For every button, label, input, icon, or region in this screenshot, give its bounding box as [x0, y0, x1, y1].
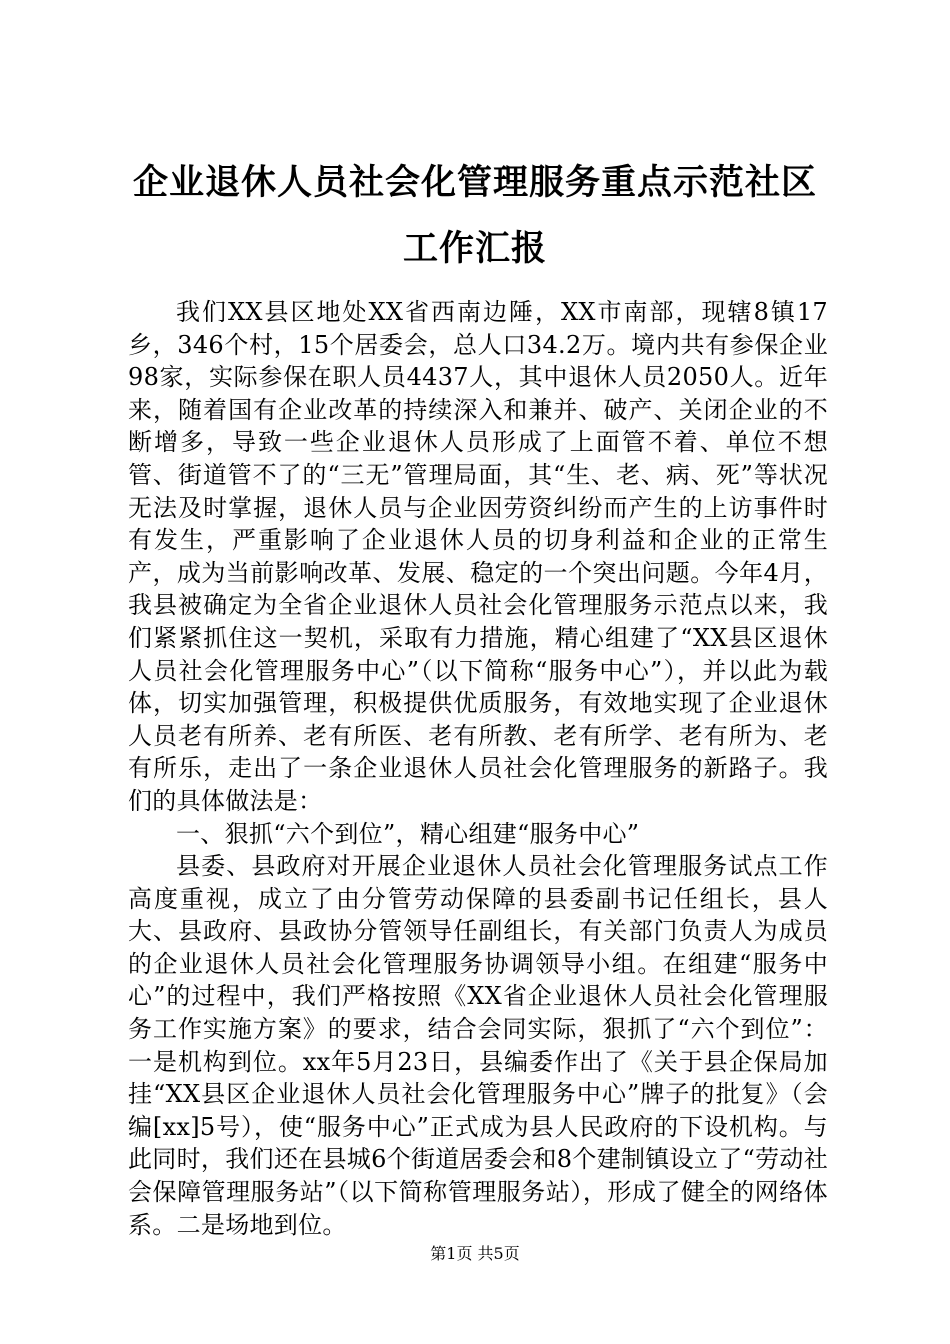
- paragraph-section-1: 县委、县政府对开展企业退休人员社会化管理服务试点工作高度重视，成立了由分管劳动保障的县委副书记任组长，县人大、县政府、县政协分管领导任副组长，有关部门负责人为成员的企业退休人员社会化管理服务协调领导小组。在组建“服务中心”的过程中，我们严格按照《XX省企业退休人员社会化管理服务工作实施方案》的要求，结合会同实际，狠抓了“六个到位”：一是机构到位。xx年5月23日，县编委作出了《关于县企保局加挂“XX县区企业退休人员社会化管理服务中心”牌子的批复》（会编[xx]5号），使“服务中心”正式成为县人民政府的下设机构。与此同时，我们还在县城6个街道居委会和8个建制镇设立了“劳动社会保障管理服务站”（以下简称管理服务站），形成了健全的网络体系。二是场地到位。: [128, 852, 828, 1239]
- page-number: 第1页 共5页: [430, 1244, 520, 1263]
- section-heading-1: 一、狠抓“六个到位”，精心组建“服务中心”: [176, 819, 640, 848]
- document-title: 企业退休人员社会化管理服务重点示范社区工作汇报: [132, 162, 817, 269]
- document-body: [128, 296, 828, 1241]
- paragraph-intro: 我们XX县区地处XX省西南边陲，XX市南部，现辖8镇17乡，346个村，15个居委会，总人口34.2万。境内共有参保企业98家，实际参保在职人员4437人，其中退休人员2050人。近年来，随着国有企业改革的持续深入和兼并、破产、关闭企业的不断增多，导致一些企业退休人员形成了上面管不着、单位不想管、街道管不了的“三无”管理局面，其“生、老、病、死”等状况无法及时掌握，退休人员与企业因劳资纠纷而产生的上访事件时有发生，严重影响了企业退休人员的切身利益和企业的正常生产，成为当前影响改革、发展、稳定的一个突出问题。今年4月，我县被确定为全省企业退休人员社会化管理服务示范点以来，我们紧紧抓住这一契机，采取有力措施，精心组建了“XX县区退休人员社会化管理服务中心”（以下简称“服务中心”），并以此为载体，切实加强管理，积极提供优质服务，有效地实现了企业退休人员老有所养、老有所医、老有所教、老有所学、老有所为、老有所乐，走出了一条企业退休人员社会化管理服务的新路子。我们的具体做法是：: [128, 298, 828, 815]
